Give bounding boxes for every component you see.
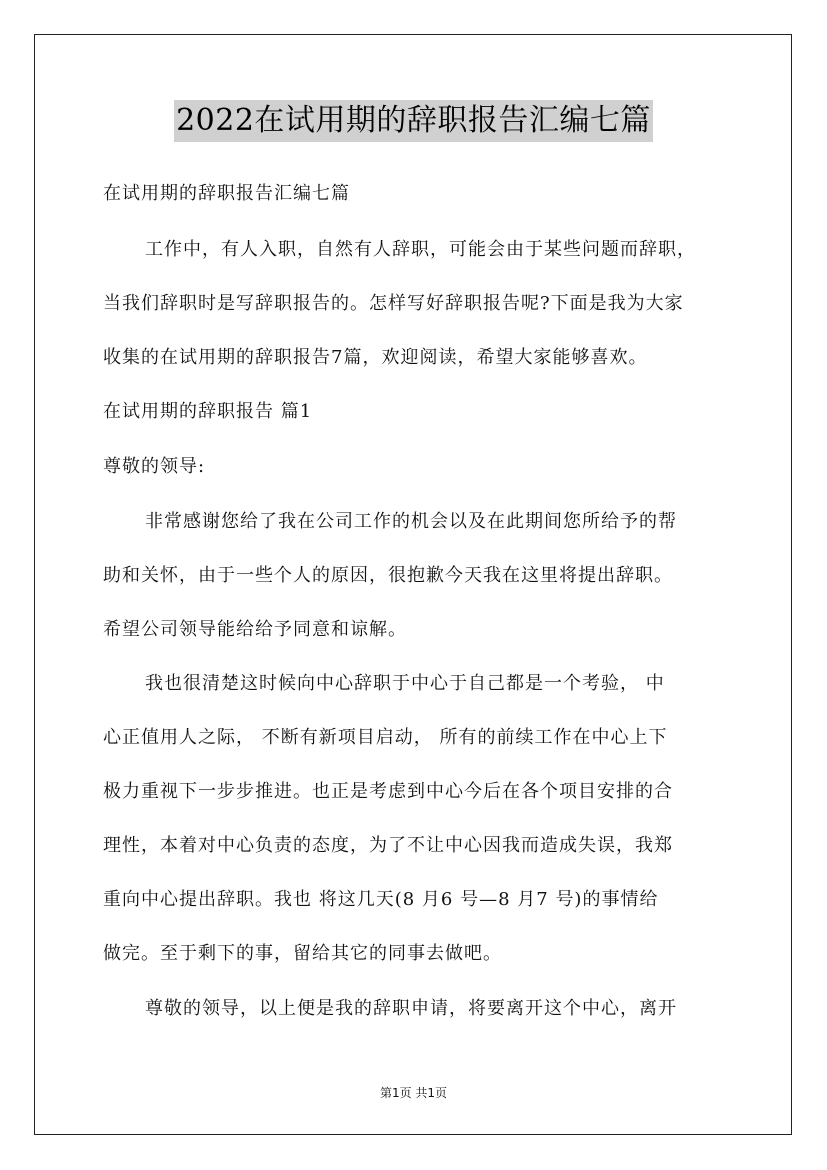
title-container [0,100,827,142]
paragraph-line: 收集的在试用期的辞职报告7篇，欢迎阅读，希望大家能够喜欢。 [103,347,648,368]
page-number: 第1页 共1页 [379,1086,448,1100]
paragraph-line: 希望公司领导能给给予同意和谅解。 [103,619,407,640]
document-title: 2022在试用期的辞职报告汇编七篇 [174,100,653,142]
paragraph-line: 重向中心提出辞职。我也 将这几天(8 月6 号—8 月7 号)的事情给 [103,889,659,910]
paragraph-line: 做完。至于剩下的事，留给其它的同事去做吧。 [103,943,502,964]
paragraph-line: 尊敬的领导，以上便是我的辞职申请，将要离开这个中心，离开 [145,998,677,1019]
paragraph-line: 当我们辞职时是写辞职报告的。怎样写好辞职报告呢?下面是我为大家 [103,293,684,314]
paragraph-line: 心正值用人之际， 不断有新项目启动， 所有的前续工作在中心上下 [103,727,668,748]
paragraph-line: 工作中，有人入职，自然有人辞职，可能会由于某些问题而辞职， [145,239,696,260]
subtitle-line: 在试用期的辞职报告汇编七篇 [103,183,350,204]
paragraph-line: 助和关怀，由于一些个人的原因，很抱歉今天我在这里将提出辞职。 [103,565,673,586]
section-heading: 在试用期的辞职报告 篇1 [103,401,313,422]
paragraph-line: 极力重视下一步步推进。也正是考虑到中心今后在各个项目安排的合 [103,781,673,802]
paragraph-line: 非常感谢您给了我在公司工作的机会以及在此期间您所给予的帮 [145,511,677,532]
page-footer [0,1084,827,1101]
salutation-line: 尊敬的领导: [103,456,206,477]
paragraph-line: 理性，本着对中心负责的态度，为了不让中心因我而造成失误，我郑 [103,835,673,856]
paragraph-line: 我也很清楚这时候向中心辞职于中心于自己都是一个考验， 中 [145,673,665,694]
